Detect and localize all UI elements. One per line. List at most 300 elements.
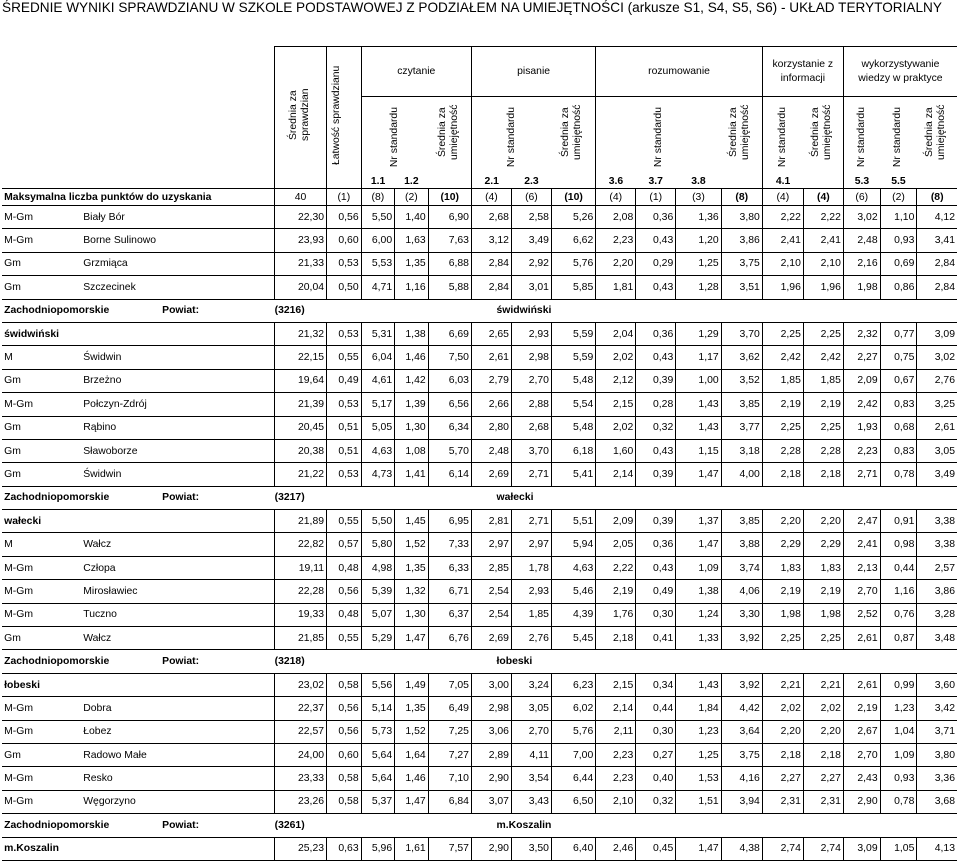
row-value: 6,76 [428,627,471,650]
table-row [0,533,957,556]
row-value: 0,57 [327,533,362,556]
row-type: Gm [2,252,83,275]
row-value: 5,70 [428,439,471,462]
row-value: 2,31 [803,790,843,813]
row-value: 4,38 [721,837,762,860]
row-name [83,510,274,533]
row-value: 2,08 [596,206,636,229]
row-type: świdwiński [2,322,83,345]
row-value: 2,16 [843,252,880,275]
row-value: 0,83 [880,393,917,416]
row-value: 5,76 [551,720,595,743]
row-value: 0,43 [636,276,676,299]
row-value: 21,85 [275,627,327,650]
row-value: 0,30 [636,720,676,743]
row-name: Rąbino [83,416,274,439]
table-row [0,393,957,416]
row-value: 2,09 [843,369,880,392]
table-row [0,252,957,275]
row-value: 2,20 [596,252,636,275]
row-value: 1,08 [395,439,429,462]
row-value: 0,93 [880,229,917,252]
row-value: 6,34 [428,416,471,439]
row-value: 2,76 [917,369,957,392]
row-value: 1,47 [676,533,721,556]
max-points-value: (4) [762,189,803,206]
row-value: 3,68 [917,790,957,813]
row-value: 2,68 [471,206,511,229]
max-points-value: (4) [596,189,636,206]
row-value: 2,74 [803,837,843,860]
row-value: 0,44 [880,556,917,579]
row-value: 7,33 [428,533,471,556]
row-value: 3,49 [917,463,957,486]
table-row [0,697,957,720]
row-value: 2,41 [803,229,843,252]
row-value: 0,75 [880,346,917,369]
row-value: 3,77 [721,416,762,439]
row-value: 3,09 [843,837,880,860]
row-value: 2,11 [596,720,636,743]
row-value: 5,39 [361,580,395,603]
row-type: Gm [2,627,83,650]
row-value: 0,58 [327,790,362,813]
row-value: 1,04 [880,720,917,743]
row-value: 19,64 [275,369,327,392]
row-value: 0,69 [880,252,917,275]
row-value: 5,50 [361,510,395,533]
summary-row [0,510,957,533]
row-value: 0,50 [327,276,362,299]
row-value: 2,22 [762,206,803,229]
row-value: 3,60 [917,673,957,696]
row-value: 2,22 [596,556,636,579]
row-value: 22,28 [275,580,327,603]
row-value: 4,39 [551,603,595,626]
row-value: 2,61 [843,673,880,696]
row-value: 2,12 [596,369,636,392]
row-name: Tuczno [83,603,274,626]
row-value: 0,63 [327,837,362,860]
table-row [0,346,957,369]
row-value: 0,77 [880,322,917,345]
row-value: 6,23 [551,673,595,696]
row-value: 2,13 [843,556,880,579]
row-value: 0,53 [327,463,362,486]
row-value: 0,43 [636,556,676,579]
row-value: 2,89 [471,743,511,766]
row-value: 2,74 [762,837,803,860]
row-value: 2,19 [762,580,803,603]
row-value: 5,85 [551,276,595,299]
row-value: 1,28 [676,276,721,299]
row-value: 1,98 [843,276,880,299]
row-value: 6,37 [428,603,471,626]
row-value: 4,42 [721,697,762,720]
max-points-value: (1) [327,189,362,206]
row-type: M-Gm [2,229,83,252]
section-row [0,814,957,837]
row-value: 2,25 [803,416,843,439]
row-value: 5,53 [361,252,395,275]
std-num [551,174,595,189]
row-value: 2,28 [762,439,803,462]
section-row [0,486,957,509]
row-value: 22,15 [275,346,327,369]
row-value: 2,97 [511,533,551,556]
row-name: Łobez [83,720,274,743]
row-value: 1,32 [395,580,429,603]
row-value: 2,23 [596,767,636,790]
row-value: 5,17 [361,393,395,416]
row-value: 4,71 [361,276,395,299]
row-value: 2,57 [917,556,957,579]
row-value: 2,71 [511,510,551,533]
row-value: 25,23 [275,837,327,860]
row-type: łobeski [2,673,83,696]
row-value: 5,96 [361,837,395,860]
section-powiat-label: Powiat: [162,814,274,837]
header-nr-standardu: Nr standardu [892,106,904,167]
row-value: 24,00 [275,743,327,766]
row-value: 5,59 [551,346,595,369]
row-value: 0,43 [636,229,676,252]
max-points-value: (10) [428,189,471,206]
row-value: 1,98 [762,603,803,626]
row-value: 3,75 [721,252,762,275]
row-value: 2,66 [471,393,511,416]
row-value: 0,67 [880,369,917,392]
table-row [0,767,957,790]
row-value: 21,89 [275,510,327,533]
table-row [0,463,957,486]
table-row [0,206,957,229]
row-value: 0,32 [636,416,676,439]
row-value: 2,98 [511,346,551,369]
row-value: 1,47 [395,790,429,813]
row-value: 2,15 [596,673,636,696]
row-value: 2,23 [843,439,880,462]
row-name: Szczecinek [83,276,274,299]
row-value: 7,10 [428,767,471,790]
row-value: 1,52 [395,533,429,556]
row-value: 2,27 [803,767,843,790]
row-value: 1,36 [676,206,721,229]
row-value: 1,43 [676,393,721,416]
row-value: 2,14 [596,697,636,720]
row-value: 2,90 [843,790,880,813]
row-value: 2,25 [803,627,843,650]
std-num: 4.1 [762,174,803,189]
row-value: 0,51 [327,416,362,439]
row-value: 2,20 [803,720,843,743]
row-value: 4,98 [361,556,395,579]
row-value: 0,51 [327,439,362,462]
row-value: 1,47 [676,463,721,486]
section-name: wałecki [327,486,957,509]
row-value: 1,35 [395,556,429,579]
row-value: 0,43 [636,346,676,369]
row-value: 6,49 [428,697,471,720]
row-value: 2,10 [803,252,843,275]
section-voivodeship: Zachodniopomorskie [2,650,162,673]
section-voivodeship: Zachodniopomorskie [2,299,162,322]
row-value: 3,92 [721,627,762,650]
row-value: 1,61 [395,837,429,860]
row-value: 2,10 [596,790,636,813]
row-value: 1,43 [676,673,721,696]
row-value: 0,98 [880,533,917,556]
row-value: 5,54 [551,393,595,416]
row-value: 2,70 [843,743,880,766]
row-name: Sławoborze [83,439,274,462]
section-powiat-label: Powiat: [162,650,274,673]
row-value: 21,22 [275,463,327,486]
section-name: m.Koszalin [327,814,957,837]
row-value: 0,60 [327,743,362,766]
row-value: 20,45 [275,416,327,439]
row-value: 1,52 [395,720,429,743]
row-value: 1,30 [395,603,429,626]
row-value: 3,86 [917,580,957,603]
row-name: Wałcz [83,533,274,556]
header-srednia-umiejetnosc: Średnia za umiejętność [810,104,834,160]
row-value: 2,02 [803,697,843,720]
max-points-value: (3) [676,189,721,206]
row-value: 2,48 [843,229,880,252]
group-czytanie: czytanie [361,47,471,97]
row-value: 2,46 [596,837,636,860]
row-value: 2,23 [596,743,636,766]
row-value: 2,54 [471,603,511,626]
table-row [0,369,957,392]
row-value: 3,86 [721,229,762,252]
table-row [0,416,957,439]
row-value: 0,27 [636,743,676,766]
row-value: 0,91 [880,510,917,533]
header-srednia-umiejetnosc: Średnia za umiejętność [923,104,947,160]
summary-row [0,673,957,696]
row-value: 7,50 [428,346,471,369]
row-value: 2,20 [762,720,803,743]
row-value: 2,71 [843,463,880,486]
row-value: 3,24 [511,673,551,696]
row-value: 3,74 [721,556,762,579]
row-type: M-Gm [2,790,83,813]
row-value: 2,20 [803,510,843,533]
row-value: 0,36 [636,533,676,556]
group-korzystanie: korzystanie z informacji [762,47,843,97]
row-value: 0,93 [880,767,917,790]
row-value: 2,25 [762,416,803,439]
std-num: 3.6 [596,174,636,189]
row-value: 6,56 [428,393,471,416]
row-value: 6,04 [361,346,395,369]
row-value: 0,56 [327,720,362,743]
row-value: 3,01 [511,276,551,299]
row-value: 5,51 [551,510,595,533]
row-value: 3,54 [511,767,551,790]
header-srednia-umiejetnosc: Średnia za umiejętność [436,104,460,160]
row-name: Świdwin [83,346,274,369]
row-value: 3,06 [471,720,511,743]
row-value: 5,41 [551,463,595,486]
row-value: 3,75 [721,743,762,766]
row-value: 0,68 [880,416,917,439]
section-powiat-label: Powiat: [162,486,274,509]
row-value: 2,21 [762,673,803,696]
row-value: 2,93 [511,580,551,603]
row-value: 3,42 [917,697,957,720]
row-value: 5,88 [428,276,471,299]
row-value: 2,14 [596,463,636,486]
row-value: 1,49 [395,673,429,696]
row-value: 5,29 [361,627,395,650]
row-value: 2,41 [843,533,880,556]
row-value: 6,88 [428,252,471,275]
row-value: 2,68 [511,416,551,439]
row-name: Grzmiąca [83,252,274,275]
row-value: 3,36 [917,767,957,790]
row-value: 0,41 [636,627,676,650]
row-value: 0,39 [636,510,676,533]
table-row [0,627,957,650]
row-value: 2,10 [762,252,803,275]
row-value: 19,11 [275,556,327,579]
header-srednia-umiejetnosc: Średnia za umiejętność [728,104,752,160]
row-value: 1,29 [676,322,721,345]
row-value: 23,26 [275,790,327,813]
row-value: 5,14 [361,697,395,720]
row-value: 2,18 [762,743,803,766]
row-value: 4,63 [551,556,595,579]
row-value: 2,54 [471,580,511,603]
row-value: 2,76 [511,627,551,650]
row-value: 19,33 [275,603,327,626]
page-title: ŚREDNIE WYNIKI SPRAWDZIANU W SZKOLE PODSTAWOWEJ Z PODZIAŁEM NA UMIEJĘTNOŚCI (arkusze S1, S4, S5, S6) - UKŁAD TERYTORIALNY [2,0,942,15]
section-name: świdwiński [327,299,957,322]
row-value: 1,25 [676,252,721,275]
group-pisanie: pisanie [471,47,595,97]
row-value: 21,33 [275,252,327,275]
section-voivodeship: Zachodniopomorskie [2,814,162,837]
row-value: 21,32 [275,322,327,345]
row-value: 23,33 [275,767,327,790]
row-value: 0,36 [636,206,676,229]
group-wykorzystywanie: wykorzystywanie wiedzy w praktyce [843,47,957,97]
row-value: 1,37 [676,510,721,533]
section-name: łobeski [327,650,957,673]
row-value: 22,82 [275,533,327,556]
row-value: 0,53 [327,393,362,416]
row-value: 3,85 [721,393,762,416]
row-type: m.Koszalin [2,837,83,860]
std-num: 1.1 [361,174,395,189]
row-value: 3,80 [721,206,762,229]
row-value: 1,00 [676,369,721,392]
row-value: 0,48 [327,603,362,626]
row-value: 1,84 [676,697,721,720]
row-value: 2,84 [917,276,957,299]
row-value: 1,38 [395,322,429,345]
row-value: 0,39 [636,463,676,486]
row-value: 1,05 [880,837,917,860]
row-value: 2,67 [843,720,880,743]
row-value: 0,60 [327,229,362,252]
row-value: 2,27 [843,346,880,369]
row-value: 5,80 [361,533,395,556]
row-value: 1,09 [880,743,917,766]
row-value: 3,88 [721,533,762,556]
max-points-value: (2) [880,189,917,206]
row-value: 0,40 [636,767,676,790]
row-value: 3,30 [721,603,762,626]
row-value: 4,13 [917,837,957,860]
std-num: 1.2 [404,175,419,187]
row-value: 3,51 [721,276,762,299]
max-points-value: (8) [917,189,957,206]
row-value: 3,41 [917,229,957,252]
row-value: 7,00 [551,743,595,766]
row-value: 1,40 [395,206,429,229]
row-value: 5,45 [551,627,595,650]
row-value: 1,10 [880,206,917,229]
row-value: 0,56 [327,580,362,603]
row-value: 2,79 [471,369,511,392]
row-value: 7,27 [428,743,471,766]
row-value: 2,98 [471,697,511,720]
row-value: 0,78 [880,463,917,486]
row-value: 2,92 [511,252,551,275]
row-value: 5,73 [361,720,395,743]
row-value: 2,61 [471,346,511,369]
row-value: 3,70 [511,439,551,462]
row-value: 2,42 [762,346,803,369]
row-value: 3,09 [917,322,957,345]
row-value: 4,12 [917,206,957,229]
row-value: 2,69 [471,463,511,486]
row-value: 5,56 [361,673,395,696]
row-value: 2,93 [511,322,551,345]
header-nr-standardu: Nr standardu [855,106,867,167]
row-value: 3,64 [721,720,762,743]
row-value: 2,84 [471,252,511,275]
row-name: Borne Sulinowo [83,229,274,252]
row-name: Świdwin [83,463,274,486]
row-value: 1,81 [596,276,636,299]
row-value: 1,35 [395,252,429,275]
row-value: 1,33 [676,627,721,650]
row-value: 2,22 [803,206,843,229]
row-value: 3,05 [511,697,551,720]
row-value: 2,25 [762,627,803,650]
row-value: 1,30 [395,416,429,439]
row-value: 1,23 [880,697,917,720]
row-value: 1,53 [676,767,721,790]
max-points-value: (4) [803,189,843,206]
section-voivodeship: Zachodniopomorskie [2,486,162,509]
row-value: 2,97 [471,533,511,556]
row-value: 1,39 [395,393,429,416]
row-value: 7,05 [428,673,471,696]
row-value: 0,78 [880,790,917,813]
std-num [917,174,957,189]
row-value: 5,07 [361,603,395,626]
row-value: 2,71 [511,463,551,486]
header-avg: Średnia za sprawdzian [287,88,311,142]
row-value: 20,04 [275,276,327,299]
row-value: 1,35 [395,697,429,720]
